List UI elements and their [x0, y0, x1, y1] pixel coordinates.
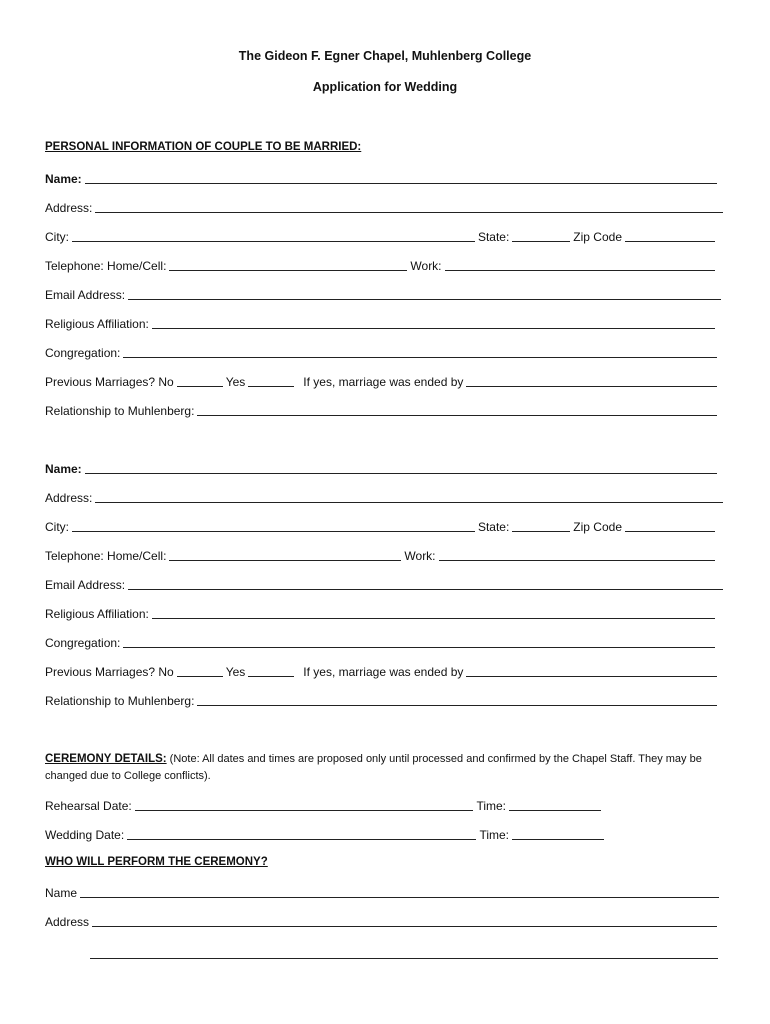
- person2-no-field[interactable]: [177, 665, 223, 677]
- person2-telephone-row: [45, 547, 718, 563]
- person1-state-field[interactable]: [512, 230, 570, 242]
- person1-religion-row: [45, 315, 718, 331]
- officiant-address-row: [45, 913, 720, 929]
- zip-label: Zip Code: [573, 520, 622, 534]
- person2-city-field[interactable]: [72, 520, 475, 532]
- person2-religion-field[interactable]: [152, 607, 715, 619]
- telephone-label: Telephone: Home/Cell:: [45, 549, 167, 563]
- name-label: Name:: [45, 462, 82, 476]
- person1-no-field[interactable]: [177, 375, 223, 387]
- ceremony-note: (Note: All dates and times are proposed only until processed and confirmed by the Chapel Staff. They may be changed due to College conflicts).: [45, 753, 702, 782]
- relationship-label: Relationship to Muhlenberg:: [45, 404, 195, 418]
- ended-label: If yes, marriage was ended by: [303, 375, 464, 389]
- person1-congregation-field[interactable]: [123, 346, 717, 358]
- form-subtitle: Application for Wedding: [312, 80, 458, 94]
- person1-name-field[interactable]: [85, 172, 717, 184]
- name-label: Name:: [45, 172, 82, 186]
- person1-email-field[interactable]: [128, 288, 721, 300]
- relationship-label: Relationship to Muhlenberg:: [45, 694, 195, 708]
- work-label: Work:: [410, 259, 442, 273]
- person2-address-field[interactable]: [95, 491, 723, 503]
- officiant-address-label: Address: [45, 915, 90, 929]
- officiant-heading: WHO WILL PERFORM THE CEREMONY?: [45, 856, 268, 868]
- officiant-name-row: [45, 884, 722, 900]
- email-label: Email Address:: [45, 578, 126, 592]
- congregation-label: Congregation:: [45, 346, 121, 360]
- person1-name-row: [45, 170, 720, 186]
- person1-religion-field[interactable]: [152, 317, 715, 329]
- yes-label: Yes: [225, 665, 246, 679]
- person2-marriages-row: [45, 663, 720, 679]
- work-label: Work:: [404, 549, 436, 563]
- person1-zip-field[interactable]: [625, 230, 715, 242]
- yes-label: Yes: [225, 375, 246, 389]
- address-label: Address:: [45, 201, 93, 215]
- zip-label: Zip Code: [573, 230, 622, 244]
- wedding-time-field[interactable]: [512, 828, 604, 840]
- person1-relationship-field[interactable]: [197, 404, 717, 416]
- person1-marriages-row: [45, 373, 720, 389]
- wedding-time-label: Time:: [479, 828, 509, 842]
- person1-address-field[interactable]: [95, 201, 723, 213]
- rehearsal-date-label: Rehearsal Date:: [45, 799, 132, 813]
- person2-zip-field[interactable]: [625, 520, 715, 532]
- prev-marriages-label: Previous Marriages? No: [45, 375, 174, 389]
- officiant-name-field[interactable]: [80, 886, 719, 898]
- person2-work-phone-field[interactable]: [439, 549, 715, 561]
- person1-city-row: [45, 228, 718, 244]
- person2-religion-row: [45, 605, 718, 621]
- person2-home-phone-field[interactable]: [169, 549, 401, 561]
- prev-marriages-label: Previous Marriages? No: [45, 665, 174, 679]
- address-label: Address:: [45, 491, 93, 505]
- person1-relationship-row: [45, 402, 720, 418]
- person2-state-field[interactable]: [512, 520, 570, 532]
- congregation-label: Congregation:: [45, 636, 121, 650]
- person2-relationship-row: [45, 692, 720, 708]
- person2-email-row: [45, 576, 726, 592]
- person1-work-phone-field[interactable]: [445, 259, 715, 271]
- person1-city-field[interactable]: [72, 230, 475, 242]
- person1-home-phone-field[interactable]: [169, 259, 407, 271]
- email-label: Email Address:: [45, 288, 126, 302]
- person1-email-row: [45, 286, 724, 302]
- city-label: City:: [45, 230, 69, 244]
- officiant-name-label: Name: [45, 886, 78, 900]
- ended-label: If yes, marriage was ended by: [303, 665, 464, 679]
- wedding-date-field[interactable]: [127, 828, 476, 840]
- person1-address-row: [45, 199, 726, 215]
- person2-address-row: [45, 489, 726, 505]
- person2-relationship-field[interactable]: [197, 694, 717, 706]
- person2-congregation-row: [45, 634, 718, 650]
- state-label: State:: [477, 520, 510, 534]
- religious-label: Religious Affiliation:: [45, 607, 149, 621]
- personal-info-heading: PERSONAL INFORMATION OF COUPLE TO BE MARRIED:: [45, 141, 362, 153]
- person2-name-field[interactable]: [85, 462, 717, 474]
- state-label: State:: [477, 230, 510, 244]
- person2-email-field[interactable]: [128, 578, 723, 590]
- person2-yes-field[interactable]: [248, 665, 294, 677]
- officiant-address-field[interactable]: [92, 915, 717, 927]
- wedding-row: [45, 826, 607, 842]
- ceremony-details: [45, 751, 725, 785]
- person1-ended-field[interactable]: [466, 375, 717, 387]
- wedding-date-label: Wedding Date:: [45, 828, 125, 842]
- person2-congregation-field[interactable]: [123, 636, 715, 648]
- person2-name-row: [45, 460, 720, 476]
- officiant-address-line-2[interactable]: [90, 957, 718, 959]
- person2-ended-field[interactable]: [466, 665, 717, 677]
- form-title: The Gideon F. Egner Chapel, Muhlenberg College: [238, 49, 532, 63]
- rehearsal-date-field[interactable]: [135, 799, 474, 811]
- rehearsal-row: [45, 797, 604, 813]
- person2-city-row: [45, 518, 718, 534]
- ceremony-heading: CEREMONY DETAILS:: [45, 753, 167, 765]
- rehearsal-time-field[interactable]: [509, 799, 601, 811]
- person1-yes-field[interactable]: [248, 375, 294, 387]
- person1-congregation-row: [45, 344, 720, 360]
- city-label: City:: [45, 520, 69, 534]
- person1-telephone-row: [45, 257, 718, 273]
- rehearsal-time-label: Time:: [476, 799, 506, 813]
- telephone-label: Telephone: Home/Cell:: [45, 259, 167, 273]
- religious-label: Religious Affiliation:: [45, 317, 149, 331]
